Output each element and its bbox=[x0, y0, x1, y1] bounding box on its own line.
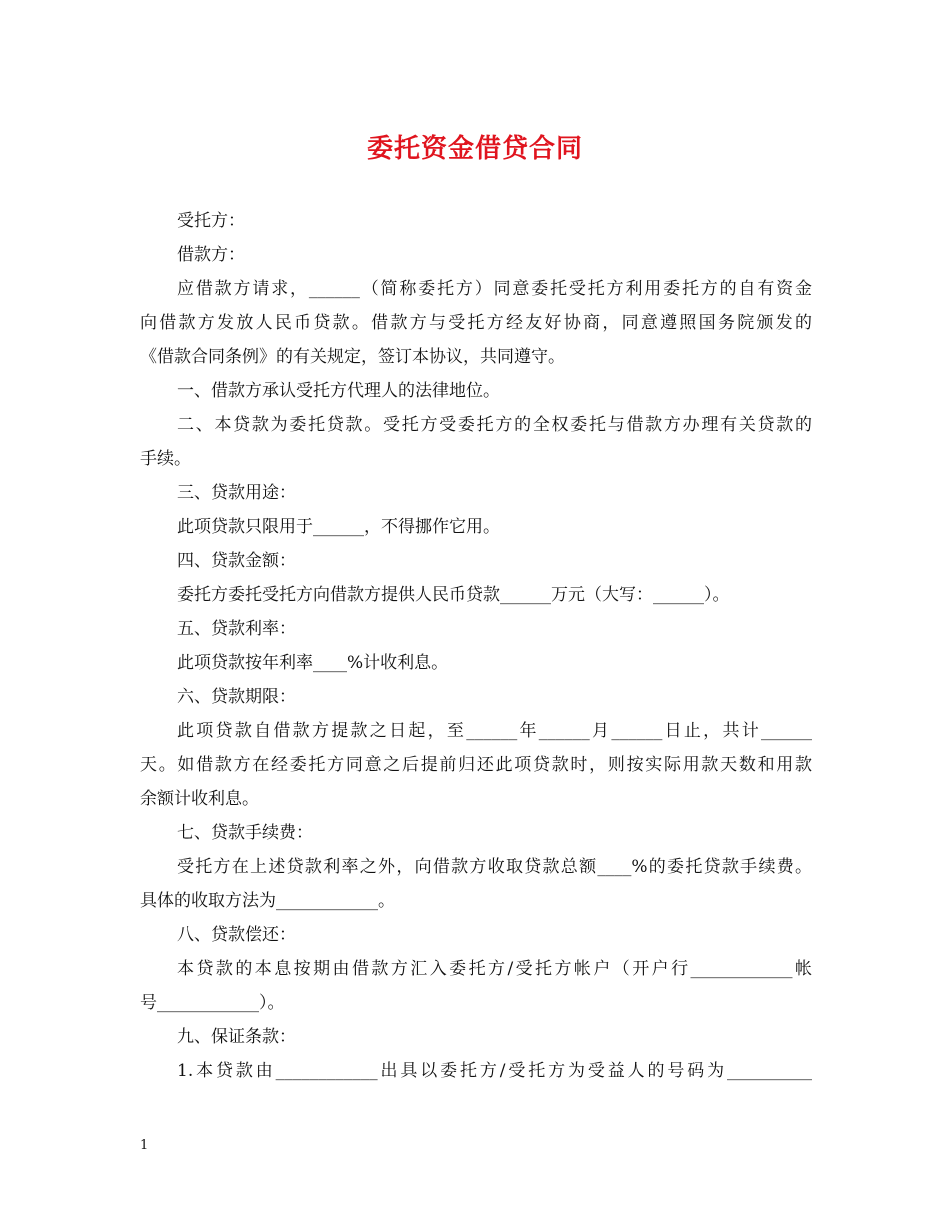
paragraph-line: 《借款合同条例》的有关规定，签订本协议，共同遵守。 bbox=[140, 347, 565, 367]
paragraph-line: 具体的收取方法为____________。 bbox=[140, 891, 395, 911]
paragraph-line: 此项贷款只限用于______，不得挪作它用。 bbox=[177, 517, 500, 537]
paragraph-line: 1.本贷款由____________出具以委托方/受托方为受益人的号码为__________ bbox=[177, 1061, 812, 1081]
paragraph-line: 七、贷款手续费： bbox=[177, 823, 313, 843]
paragraph-line: 四、贷款金额： bbox=[177, 551, 296, 571]
paragraph-line: 九、保证条款： bbox=[177, 1027, 296, 1047]
paragraph-line: 号____________）。 bbox=[140, 993, 285, 1013]
paragraph-line: 向借款方发放人民币贷款。借款方与受托方经友好协商，同意遵照国务院颁发的 bbox=[140, 313, 812, 333]
paragraph-line: 二、本贷款为委托贷款。受托方受委托方的全权委托与借款方办理有关贷款的 bbox=[177, 415, 812, 435]
paragraph-line: 受托方： bbox=[177, 211, 245, 231]
document-body bbox=[140, 204, 812, 1088]
paragraph-line: 此项贷款自借款方提款之日起，至______年______月______日止，共计______ bbox=[177, 721, 812, 741]
paragraph-line: 委托方委托受托方向借款方提供人民币贷款______万元（大写：______）。 bbox=[177, 585, 730, 605]
paragraph-line: 应借款方请求，______（简称委托方）同意委托受托方利用委托方的自有资金 bbox=[177, 279, 812, 299]
paragraph-line: 一、借款方承认受托方代理人的法律地位。 bbox=[177, 381, 500, 401]
paragraph-line: 余额计收利息。 bbox=[140, 789, 259, 809]
paragraph-line: 八、贷款偿还： bbox=[177, 925, 296, 945]
paragraph-line: 三、贷款用途： bbox=[177, 483, 296, 503]
paragraph-line: 受托方在上述贷款利率之外，向借款方收取贷款总额____%的委托贷款手续费。 bbox=[177, 857, 812, 877]
paragraph-line: 本贷款的本息按期由借款方汇入委托方/受托方帐户（开户行____________帐 bbox=[177, 959, 812, 979]
page-number: 1 bbox=[140, 1138, 149, 1153]
paragraph-line: 此项贷款按年利率____%计收利息。 bbox=[177, 653, 449, 673]
paragraph-line: 六、贷款期限： bbox=[177, 687, 296, 707]
document-title: 委托资金借贷合同 bbox=[366, 134, 583, 164]
paragraph-line: 手续。 bbox=[140, 449, 191, 469]
paragraph-line: 五、贷款利率： bbox=[177, 619, 296, 639]
paragraph-line: 天。如借款方在经委托方同意之后提前归还此项贷款时，则按实际用款天数和用款 bbox=[140, 755, 812, 775]
paragraph-line: 借款方： bbox=[177, 245, 245, 265]
